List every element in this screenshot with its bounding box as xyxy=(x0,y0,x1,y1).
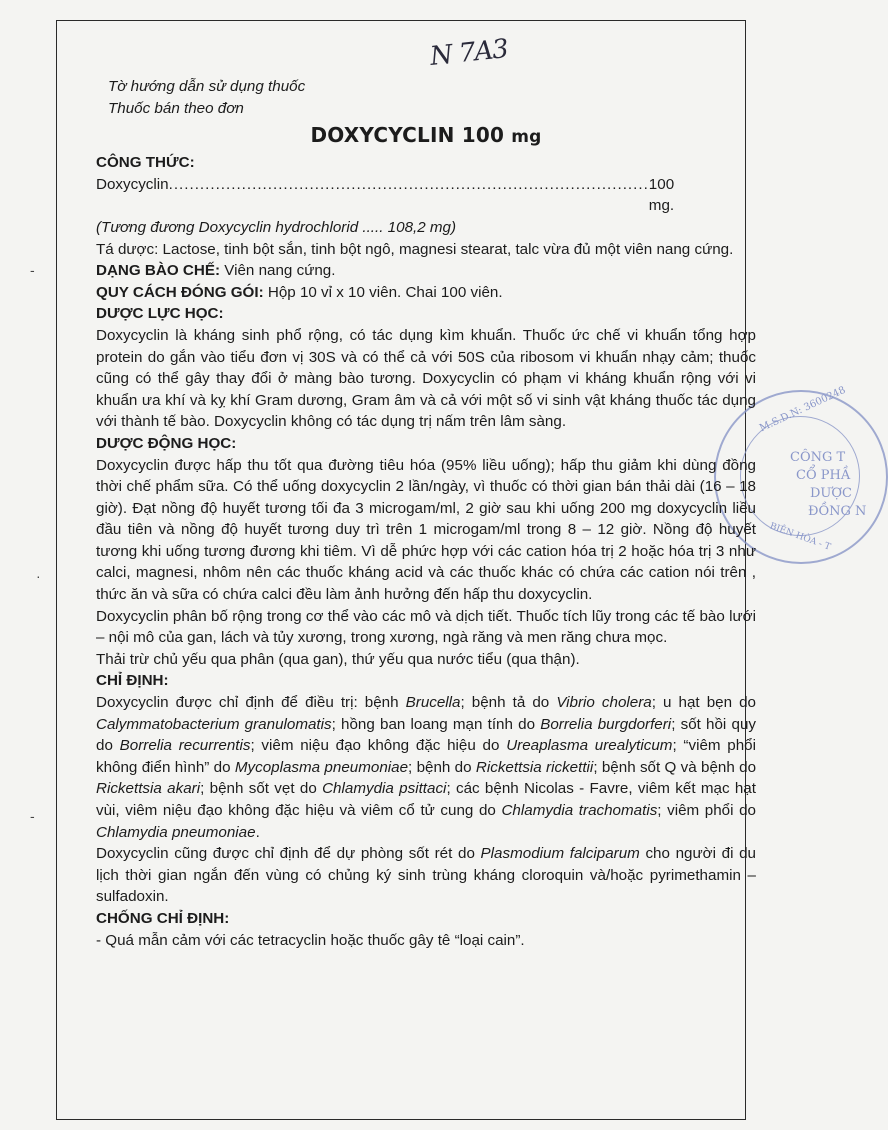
pharmacodynamics-heading: DƯỢC LỰC HỌC: xyxy=(96,305,224,323)
handwritten-signature: N 7A3 xyxy=(428,34,510,72)
pharmacodynamics-text: Doxycyclin là kháng sinh phổ rộng, có tác dụng kìm khuẩn. Thuốc ức chế vi khuẩn tổng hợp protein do gắn vào tiểu đơn vị 30S và có thể cả với 50S của ribosom vi khuẩn nhạy cảm; thuốc cũng có thể gây thay đổi ở màng bào tương. Doxycyclin có phạm vi kháng khuẩn rộng với vi khuẩn ưa khí và kỵ khí Gram dương, Gram âm và cả với một số vi sinh vật kháng thuốc tác dụng với thành tế bào. Doxycyclin không có tác dụng trị nấm trên lâm sàng. xyxy=(96,326,756,431)
margin-mark: - xyxy=(30,262,35,278)
formula-drug-line: Doxycyclin ............................................................................................ 100 mg. xyxy=(96,175,675,215)
contraindication-item: - Quá mẫn cảm với các tetracyclin hoặc thuốc gây tê “loại cain”. xyxy=(96,931,525,949)
leaflet-content xyxy=(96,76,756,951)
contraindications-heading: CHỐNG CHỈ ĐỊNH: xyxy=(96,909,230,927)
company-stamp: M.S.D.N: 3600248 CÔNG T CỔ PHẦ DƯỢC ĐỒNG N BIÊN HÒA - T xyxy=(714,390,888,564)
indications-text: Doxycyclin được chỉ định để điều trị: bệnh Brucella; bệnh tả do Vibrio cholera; u hạt bẹn do Calymmatobacterium granulomatis; hồng ban loang mạn tính do Borrelia burgdorferi; sốt hồi quy do Borrelia recurrentis; viêm niệu đạo không đặc hiệu do Ureaplasma urealyticum; “viêm phổi không điển hình” do Mycoplasma pneumoniae; bệnh do Rickettsia rickettii; bệnh sốt Q và bệnh do Rickettsia akari; bệnh sốt vẹt do Chlamydia psittaci; các bệnh Nicolas - Favre, viêm kết mạc hạt vùi, viêm niệu đạo không đặc hiệu và viêm cổ tử cung do Chlamydia trachomatis; viêm phổi do Chlamydia pneumoniae. xyxy=(96,694,757,841)
formula-heading: CÔNG THỨC: xyxy=(96,154,195,172)
formula-equivalent: (Tương đương Doxycyclin hydrochlorid ..... 108,2 mg) xyxy=(96,218,457,236)
pharmacokinetics-p3: Thải trừ chủ yếu qua phân (qua gan), thứ yếu qua nước tiểu (qua thận). xyxy=(96,650,580,668)
pharmacokinetics-p1: Doxycyclin được hấp thu tốt qua đường tiêu hóa (95% liều uống); hấp thu giảm khi dùng đồng thời chế phẩm sữa. Có thể uống doxycyclin 2 lần/ngày, vì thuốc có thời gian bán thải dài (16 – 18 giờ). Đạt nồng độ huyết tương tối đa 3 microgam/ml, 2 giờ sau khi uống 200 mg doxycyclin liều đầu tiên và nồng độ huyết tương duy trì trên 1 microgam/ml trong 8 – 12 giờ. Nồng độ huyết tương khi uống tương đương khi tiêm. Vì dễ phức hợp với các cation hóa trị 2 hoặc hóa trị 3 như calci, magnesi, nhôm nên các thuốc kháng acid và các thuốc khác có chứa các cation nói trên , thức ăn và sữa có chứa calci đều làm ảnh hưởng đến hấp thu doxycyclin. xyxy=(96,456,756,604)
margin-mark: - xyxy=(30,808,35,824)
pharmacokinetics-p2: Doxycyclin phân bố rộng trong cơ thể vào các mô và dịch tiết. Thuốc tích lũy trong các tế bào lưới – nội mô của gan, lách và tủy xương, trong xương, ngà răng và men răng chưa mọc. xyxy=(96,607,756,647)
margin-mark: · xyxy=(36,568,41,584)
dosage-form: DẠNG BÀO CHẾ: Viên nang cứng. xyxy=(96,262,336,280)
pharmacokinetics-heading: DƯỢC ĐỘNG HỌC: xyxy=(96,434,237,452)
header-line-2: Thuốc bán theo đơn xyxy=(108,99,244,117)
formula-excipients: Tá dược: Lactose, tinh bột sắn, tinh bột ngô, magnesi stearat, talc vừa đủ một viên nang cứng. xyxy=(96,240,734,258)
header-line-1: Tờ hướng dẫn sử dụng thuốc xyxy=(108,78,306,95)
indications-prophylaxis: Doxycyclin cũng được chỉ định để dự phòng sốt rét do Plasmodium falciparum cho người đi du lịch thời gian ngắn đến vùng có chủng ký sinh trùng kháng cloroquin và/hoặc pyrimethamin – sulfadoxin. xyxy=(96,845,756,906)
indications-heading: CHỈ ĐỊNH: xyxy=(96,672,169,690)
packaging: QUY CÁCH ĐÓNG GÓI: Hộp 10 vỉ x 10 viên. Chai 100 viên. xyxy=(96,283,503,301)
product-title: DOXYCYCLIN 100 mg xyxy=(310,123,542,148)
